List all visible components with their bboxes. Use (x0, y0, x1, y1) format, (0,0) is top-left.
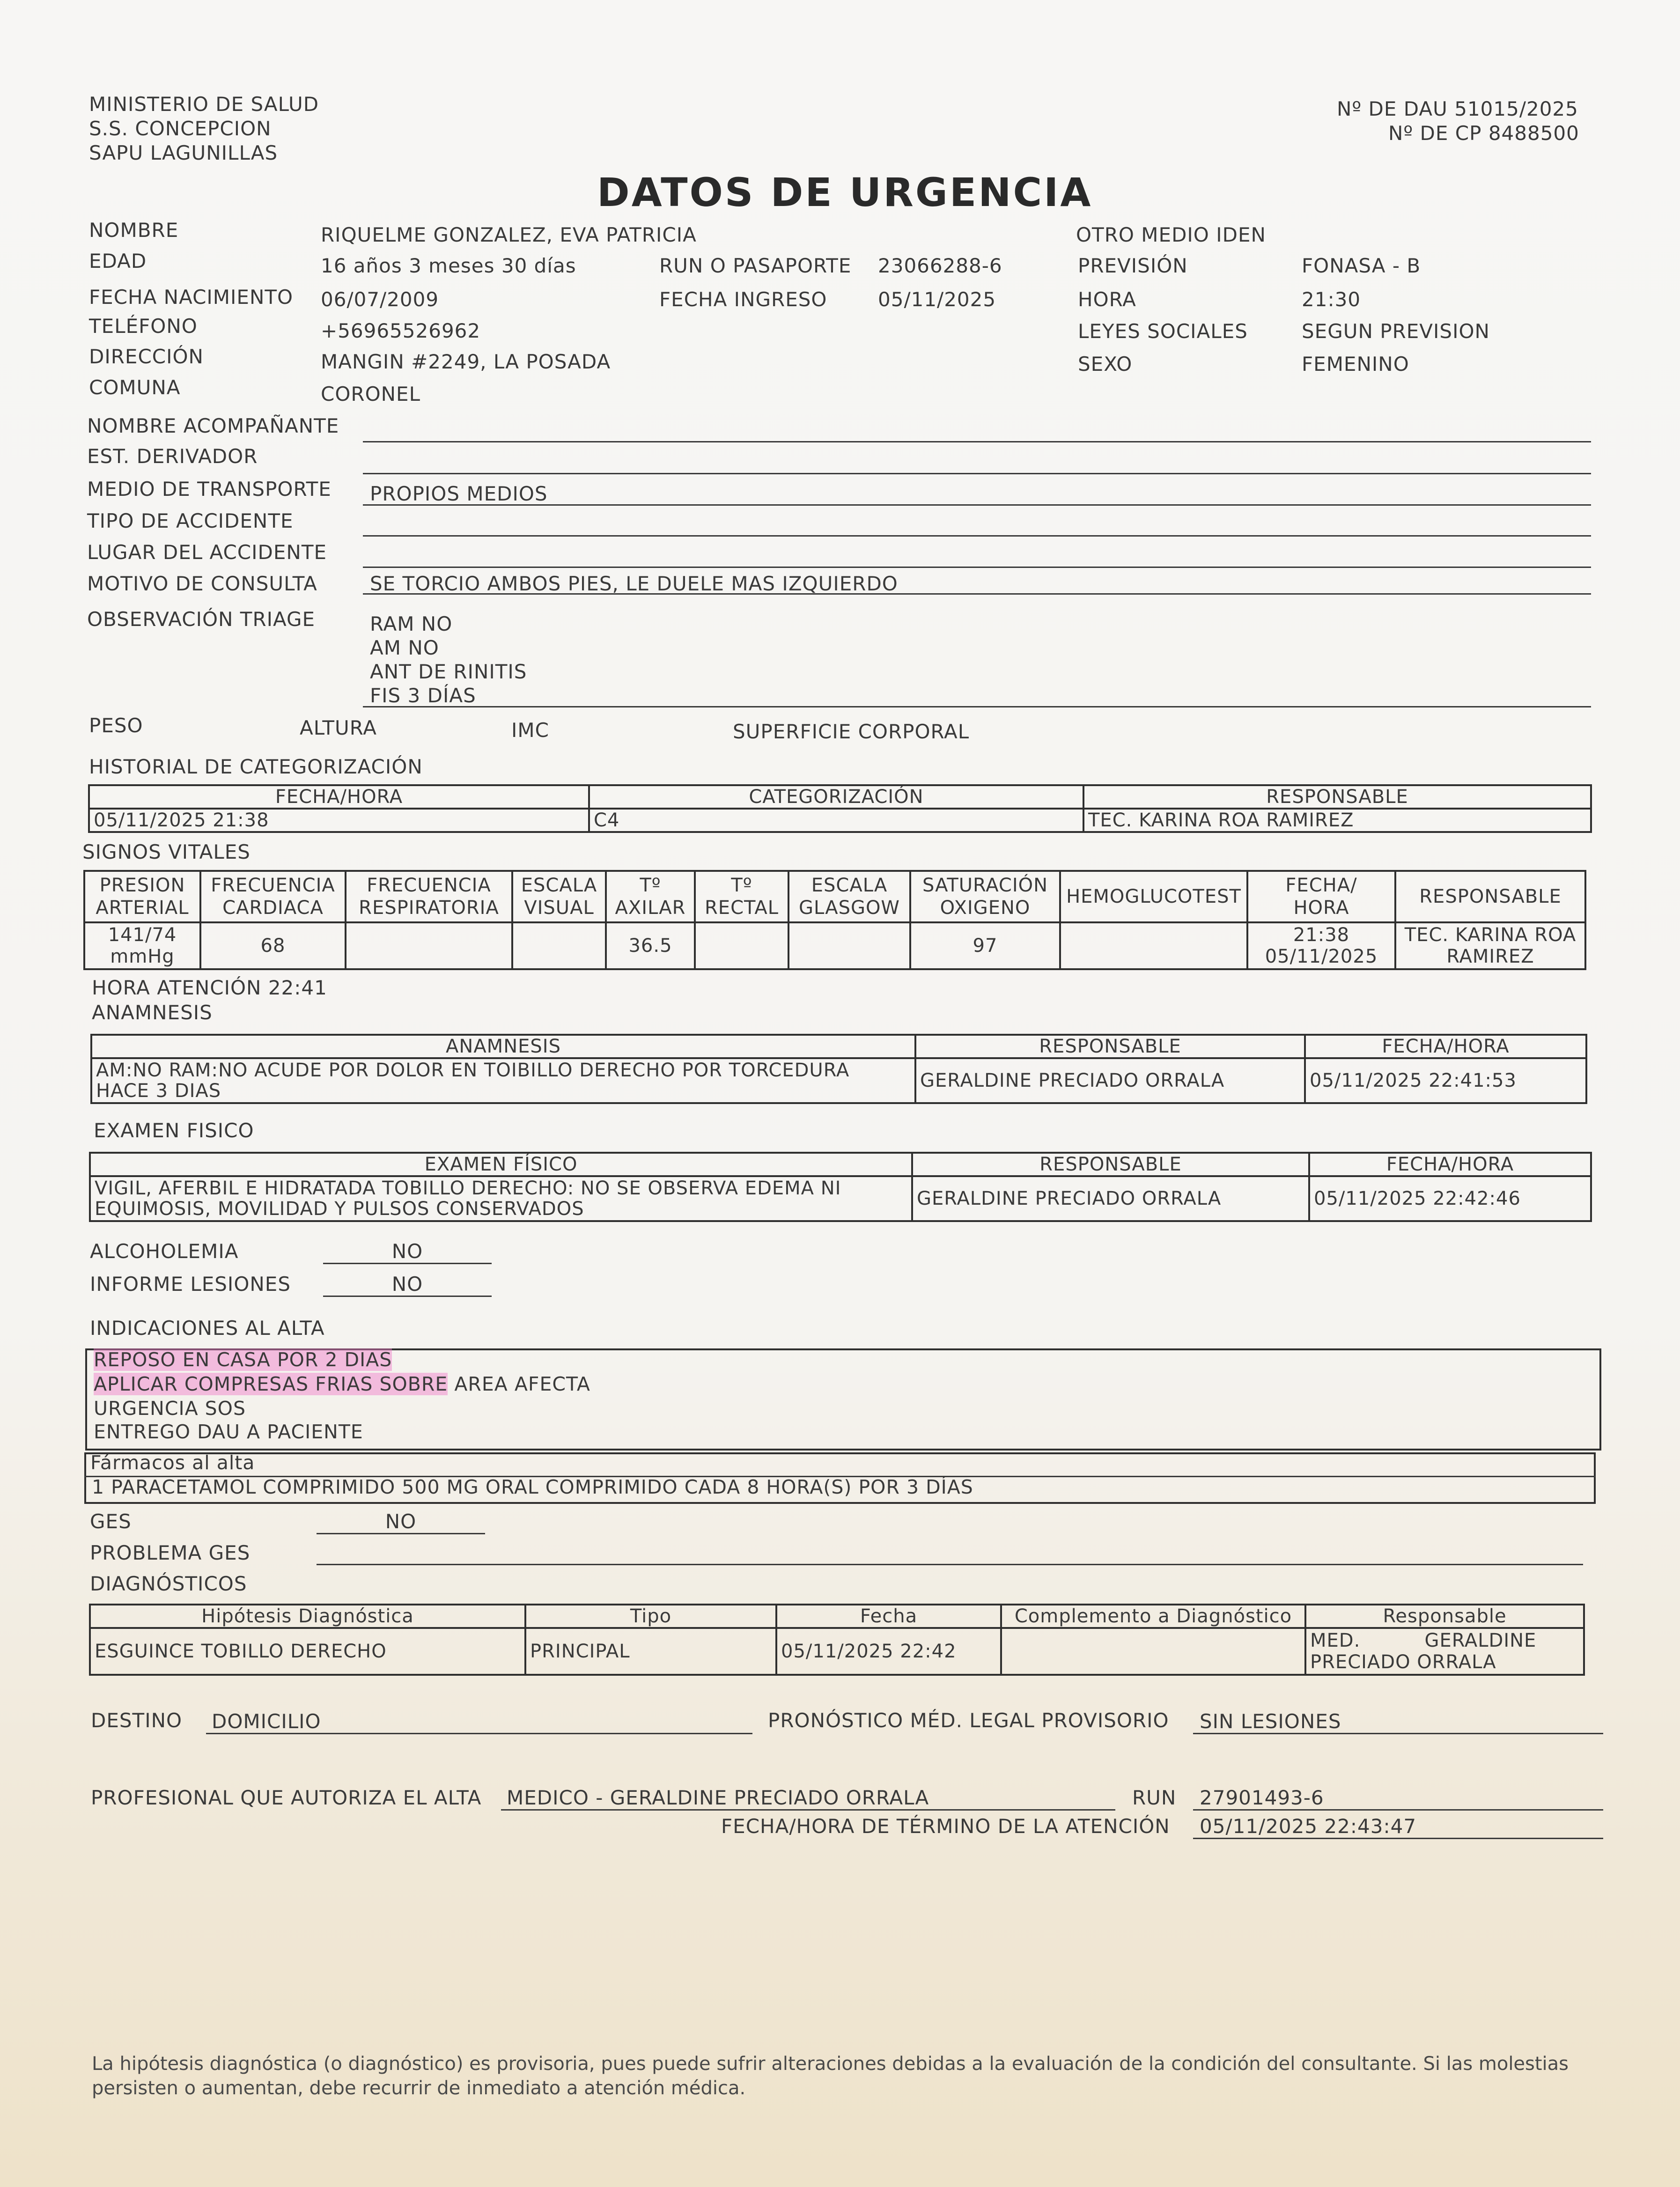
leyes-label: LEYES SOCIALES (1078, 320, 1248, 343)
profesional-value: MEDICO - GERALDINE PRECIADO ORRALA (501, 1786, 1115, 1811)
sexo-value: FEMENINO (1302, 353, 1409, 376)
examen-table (89, 1152, 1592, 1222)
v-presion: 141/74 mmHg (84, 922, 200, 969)
page-title: DATOS DE URGENCIA (597, 169, 1093, 215)
transporte-label: MEDIO DE TRANSPORTE (87, 478, 332, 501)
prevision-value: FONASA - B (1302, 254, 1421, 277)
dau-number (1337, 97, 1578, 120)
indicacion-2: APLICAR COMPRESAS FRIAS SOBRE AREA AFECTA (94, 1373, 590, 1395)
termino-value: 05/11/2025 22:43:47 (1193, 1815, 1603, 1839)
cat-categoria: C4 (589, 809, 1083, 832)
run-alta-label: RUN (1132, 1786, 1177, 1809)
run-value: 23066288-6 (878, 254, 1002, 277)
triage-line-2: AM NO (370, 636, 439, 659)
vh-ev: ESCALA VISUAL (512, 871, 606, 922)
diag-responsable: MED. GERALDINE PRECIADO ORRALA (1305, 1628, 1584, 1675)
peso-label: PESO (89, 714, 143, 737)
v-gl (788, 922, 910, 969)
examen-label: EXAMEN FISICO (94, 1119, 254, 1142)
triage-label: OBSERVACIÓN TRIAGE (87, 608, 316, 631)
alcoholemia-value: NO (323, 1240, 492, 1264)
pronostico-value: SIN LESIONES (1193, 1710, 1603, 1734)
ges-label: GES (90, 1510, 132, 1533)
cp-number (1388, 122, 1579, 145)
transporte-value: PROPIOS MEDIOS (370, 482, 548, 505)
v-hgt (1060, 922, 1247, 969)
transporte-line (363, 504, 1591, 506)
exam-fecha: 05/11/2025 22:42:46 (1309, 1176, 1591, 1221)
nombre-label: NOMBRE (89, 219, 179, 242)
v-ev (512, 922, 606, 969)
telefono-label: TELÉFONO (89, 315, 198, 338)
altura-label: ALTURA (300, 716, 377, 739)
exam-text: VIGIL, AFERBIL E HIDRATADA TOBILLO DERECHO: NO SE OBSERVA EDEMA NI EQUIMOSIS, MOVILIDAD Y PULSOS CONSERVADOS (90, 1176, 912, 1221)
diag-header-fecha: Fecha (776, 1605, 1001, 1628)
run-label: RUN O PASAPORTE (659, 254, 852, 277)
direccion-value: MANGIN #2249, LA POSADA (321, 350, 611, 373)
vh-resp: RESPONSABLE (1395, 871, 1585, 922)
profesional-label: PROFESIONAL QUE AUTORIZA EL ALTA (91, 1786, 482, 1809)
derivador-line (363, 473, 1591, 474)
lesiones-value: NO (323, 1273, 492, 1297)
diagnosticos-label: DIAGNÓSTICOS (90, 1572, 247, 1595)
termino-label: FECHA/HORA DE TÉRMINO DE LA ATENCIÓN (721, 1815, 1170, 1838)
fecha-nac-label: FECHA NACIMIENTO (89, 286, 294, 309)
signos-vitales-label: SIGNOS VITALES (82, 840, 251, 863)
v-fc: 68 (200, 922, 346, 969)
v-tax: 36.5 (606, 922, 695, 969)
fecha-ingreso-value: 05/11/2025 (878, 288, 996, 311)
problema-ges-line (317, 1564, 1583, 1565)
vh-fc: FRECUENCIA CARDIACA (200, 871, 346, 922)
direccion-label: DIRECCIÓN (89, 345, 204, 368)
dau-value: 51015/2025 (1454, 97, 1578, 120)
motivo-line (363, 593, 1591, 595)
anam-header-fecha: FECHA/HORA (1305, 1035, 1586, 1058)
hora-value: 21:30 (1302, 288, 1361, 311)
indicacion-1: REPOSO EN CASA POR 2 DIAS (94, 1348, 392, 1371)
lugar-accidente-line (363, 567, 1591, 568)
lesiones-label: INFORME LESIONES (90, 1273, 291, 1296)
cp-value: 8488500 (1488, 122, 1579, 145)
sexo-label: SEXO (1078, 353, 1133, 376)
diag-complemento (1001, 1628, 1305, 1675)
indicacion-3: URGENCIA SOS (94, 1397, 246, 1420)
vh-sat: SATURACIÓN OXIGENO (910, 871, 1060, 922)
health-center: SAPU LAGUNILLAS (89, 141, 278, 164)
cat-fecha: 05/11/2025 21:38 (89, 809, 589, 832)
problema-ges-label: PROBLEMA GES (90, 1541, 251, 1564)
fecha-nac-value: 06/07/2009 (321, 288, 439, 311)
diag-fecha: 05/11/2025 22:42 (776, 1628, 1001, 1675)
alcoholemia-label: ALCOHOLEMIA (90, 1240, 239, 1263)
anam-resp: GERALDINE PRECIADO ORRALA (915, 1058, 1305, 1103)
diag-header-responsable: Responsable (1305, 1605, 1584, 1628)
vh-tax: Tº AXILAR (606, 871, 695, 922)
hora-atencion-label: HORA ATENCIÓN 22:41 (92, 976, 327, 999)
anam-text: AM:NO RAM:NO ACUDE POR DOLOR EN TOIBILLO DERECHO POR TORCEDURA HACE 3 DIAS (91, 1058, 915, 1103)
diag-hipotesis: ESGUINCE TOBILLO DERECHO (90, 1628, 525, 1675)
diag-header-tipo: Tipo (525, 1605, 776, 1628)
ges-value: NO (317, 1510, 485, 1534)
v-sat: 97 (910, 922, 1060, 969)
indicacion-4: ENTREGO DAU A PACIENTE (94, 1421, 363, 1443)
tipo-accidente-line (363, 535, 1591, 537)
fecha-ingreso-label: FECHA INGRESO (659, 288, 827, 311)
ministry: MINISTERIO DE SALUD (89, 93, 319, 116)
triage-line-1: RAM NO (370, 612, 453, 635)
triage-line (363, 706, 1591, 707)
acompanante-line (363, 441, 1591, 442)
anamnesis-table (90, 1034, 1587, 1104)
imc-label: IMC (511, 719, 549, 742)
vh-fh: FECHA/ HORA (1247, 871, 1395, 922)
cat-responsable: TEC. KARINA ROA RAMIREZ (1083, 809, 1591, 832)
diag-tipo: PRINCIPAL (525, 1628, 776, 1675)
v-fr (346, 922, 512, 969)
tipo-accidente-label: TIPO DE ACCIDENTE (87, 509, 294, 532)
nombre-value: RIQUELME GONZALEZ, EVA PATRICIA (321, 223, 697, 246)
diagnosis-table (89, 1604, 1585, 1676)
comuna-value: CORONEL (321, 383, 420, 405)
pronostico-label: PRONÓSTICO MÉD. LEGAL PROVISORIO (768, 1709, 1169, 1732)
exam-resp: GERALDINE PRECIADO ORRALA (912, 1176, 1309, 1221)
vitals-table (83, 870, 1586, 970)
vh-hgt: HEMOGLUCOTEST (1060, 871, 1247, 922)
indicaciones-label: INDICACIONES AL ALTA (90, 1317, 325, 1340)
acompanante-label: NOMBRE ACOMPAÑANTE (87, 414, 339, 437)
leyes-value: SEGUN PREVISION (1302, 320, 1490, 343)
motivo-label: MOTIVO DE CONSULTA (87, 572, 317, 595)
anam-header-responsable: RESPONSABLE (915, 1035, 1305, 1058)
triage-line-4: FIS 3 DÍAS (370, 684, 476, 707)
comuna-label: COMUNA (89, 376, 181, 399)
categorization-table (88, 784, 1592, 833)
telefono-value: +56965526962 (321, 319, 481, 342)
exam-header-fecha: FECHA/HORA (1309, 1153, 1591, 1176)
otro-medio-label: OTRO MEDIO IDEN (1076, 223, 1266, 246)
vh-presion: PRESION ARTERIAL (84, 871, 200, 922)
cp-label: Nº DE CP (1388, 122, 1482, 145)
v-tre (695, 922, 788, 969)
vh-tre: Tº RECTAL (695, 871, 788, 922)
run-alta-value: 27901493-6 (1193, 1786, 1603, 1811)
farmacos-label: Fármacos al alta (90, 1451, 255, 1474)
diag-header-hipotesis: Hipótesis Diagnóstica (90, 1605, 525, 1628)
cat-header-responsable: RESPONSABLE (1083, 785, 1591, 809)
derivador-label: EST. DERIVADOR (87, 445, 258, 468)
destino-label: DESTINO (91, 1709, 183, 1732)
vh-gl: ESCALA GLASGOW (788, 871, 910, 922)
health-service: S.S. CONCEPCION (89, 117, 272, 140)
motivo-value: SE TORCIO AMBOS PIES, LE DUELE MAS IZQUIERDO (370, 572, 898, 595)
anam-fecha: 05/11/2025 22:41:53 (1305, 1058, 1586, 1103)
edad-value: 16 años 3 meses 30 días (321, 254, 576, 277)
edad-label: EDAD (89, 250, 147, 272)
destino-value: DOMICILIO (206, 1710, 752, 1734)
v-fh: 21:38 05/11/2025 (1247, 922, 1395, 969)
hora-label: HORA (1078, 288, 1136, 311)
categorizacion-section-label: HISTORIAL DE CATEGORIZACIÓN (89, 755, 423, 778)
anam-header-anamnesis: ANAMNESIS (91, 1035, 915, 1058)
v-resp: TEC. KARINA ROA RAMIREZ (1395, 922, 1585, 969)
lugar-accidente-label: LUGAR DEL ACCIDENTE (87, 541, 327, 564)
triage-line-3: ANT DE RINITIS (370, 660, 527, 683)
anamnesis-label: ANAMNESIS (92, 1001, 213, 1024)
disclaimer-note: La hipótesis diagnóstica (o diagnóstico) es provisoria, pues puede sufrir alteraciones debidas a la evaluación de la condición del consultante. Si las molestias persisten o aumentan, debe recurrir de inmediato a atención médica. (92, 2053, 1569, 2099)
cat-header-categorizacion: CATEGORIZACIÓN (589, 785, 1083, 809)
exam-header-examen: EXAMEN FÍSICO (90, 1153, 912, 1176)
exam-header-responsable: RESPONSABLE (912, 1153, 1309, 1176)
farmaco-1: 1 PARACETAMOL COMPRIMIDO 500 MG ORAL COMPRIMIDO CADA 8 HORA(S) POR 3 DÍAS (92, 1476, 973, 1498)
cat-header-fecha: FECHA/HORA (89, 785, 589, 809)
dau-label: Nº DE DAU (1337, 97, 1448, 120)
prevision-label: PREVISIÓN (1078, 254, 1188, 277)
vh-fr: FRECUENCIA RESPIRATORIA (346, 871, 512, 922)
diag-header-complemento: Complemento a Diagnóstico (1001, 1605, 1305, 1628)
superficie-label: SUPERFICIE CORPORAL (733, 720, 970, 743)
